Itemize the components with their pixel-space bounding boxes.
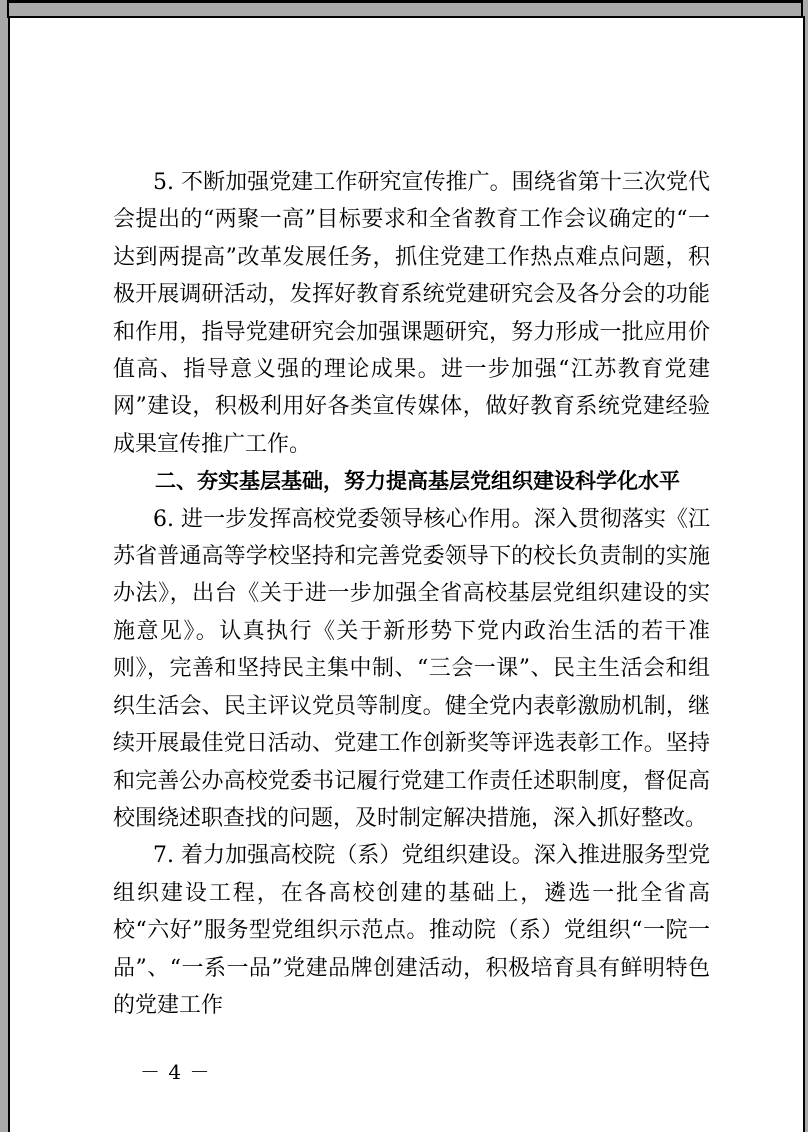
paragraph-item-5: 5. 不断加强党建工作研究宣传推广。围绕省第十三次党代会提出的“两聚一高”目标要求和全省教育工作会议确定的“一达到两提高”改革发展任务，抓住党建工作热点难点问题，积极开展调研活动，发挥好教育系统党建研究会及各分会的功能和作用，指导党建研究会加强课题研究，努力形成一批应用价值高、指导意义强的理论成果。进一步加强“江苏教育党建网”建设，积极利用好各类宣传媒体，做好教育系统党建经验成果宣传推广工作。 (113, 170, 710, 457)
page-number: － 4 － (140, 1060, 211, 1084)
paragraph-item-7: 7. 着力加强高校院（系）党组织建设。深入推进服务型党组织建设工程，在各高校创建的基础上，遴选一批全省高校“六好”服务型党组织示范点。推动院（系）党组织“一院一品”、“一系一品”党建品牌创建活动，积极培育具有鲜明特色的党建工作 (113, 843, 710, 1018)
previous-page-bottom-edge (8, 0, 803, 3)
section-heading-2: 二、夯实基层基础，努力提高基层党组织建设科学化水平 (155, 469, 680, 494)
document-page[interactable] (8, 16, 805, 1132)
page-text-block (113, 164, 710, 1024)
paragraph-item-6: 6. 进一步发挥高校党委领导核心作用。深入贯彻落实《江苏省普通高等学校坚持和完善党委领导下的校长负责制的实施办法》，出台《关于进一步加强全省高校基层党组织建设的实施意见》。认真执行《关于新形势下党内政治生活的若干准则》，完善和坚持民主集中制、“三会一课”、民主生活会和组织生活会、民主评议党员等制度。健全党内表彰激励机制，继续开展最佳党日活动、党建工作创新奖等评选表彰工作。坚持和完善公办高校党委书记履行党建工作责任述职制度，督促高校围绕述职查找的问题，及时制定解决措施，深入抓好整改。 (113, 506, 710, 831)
